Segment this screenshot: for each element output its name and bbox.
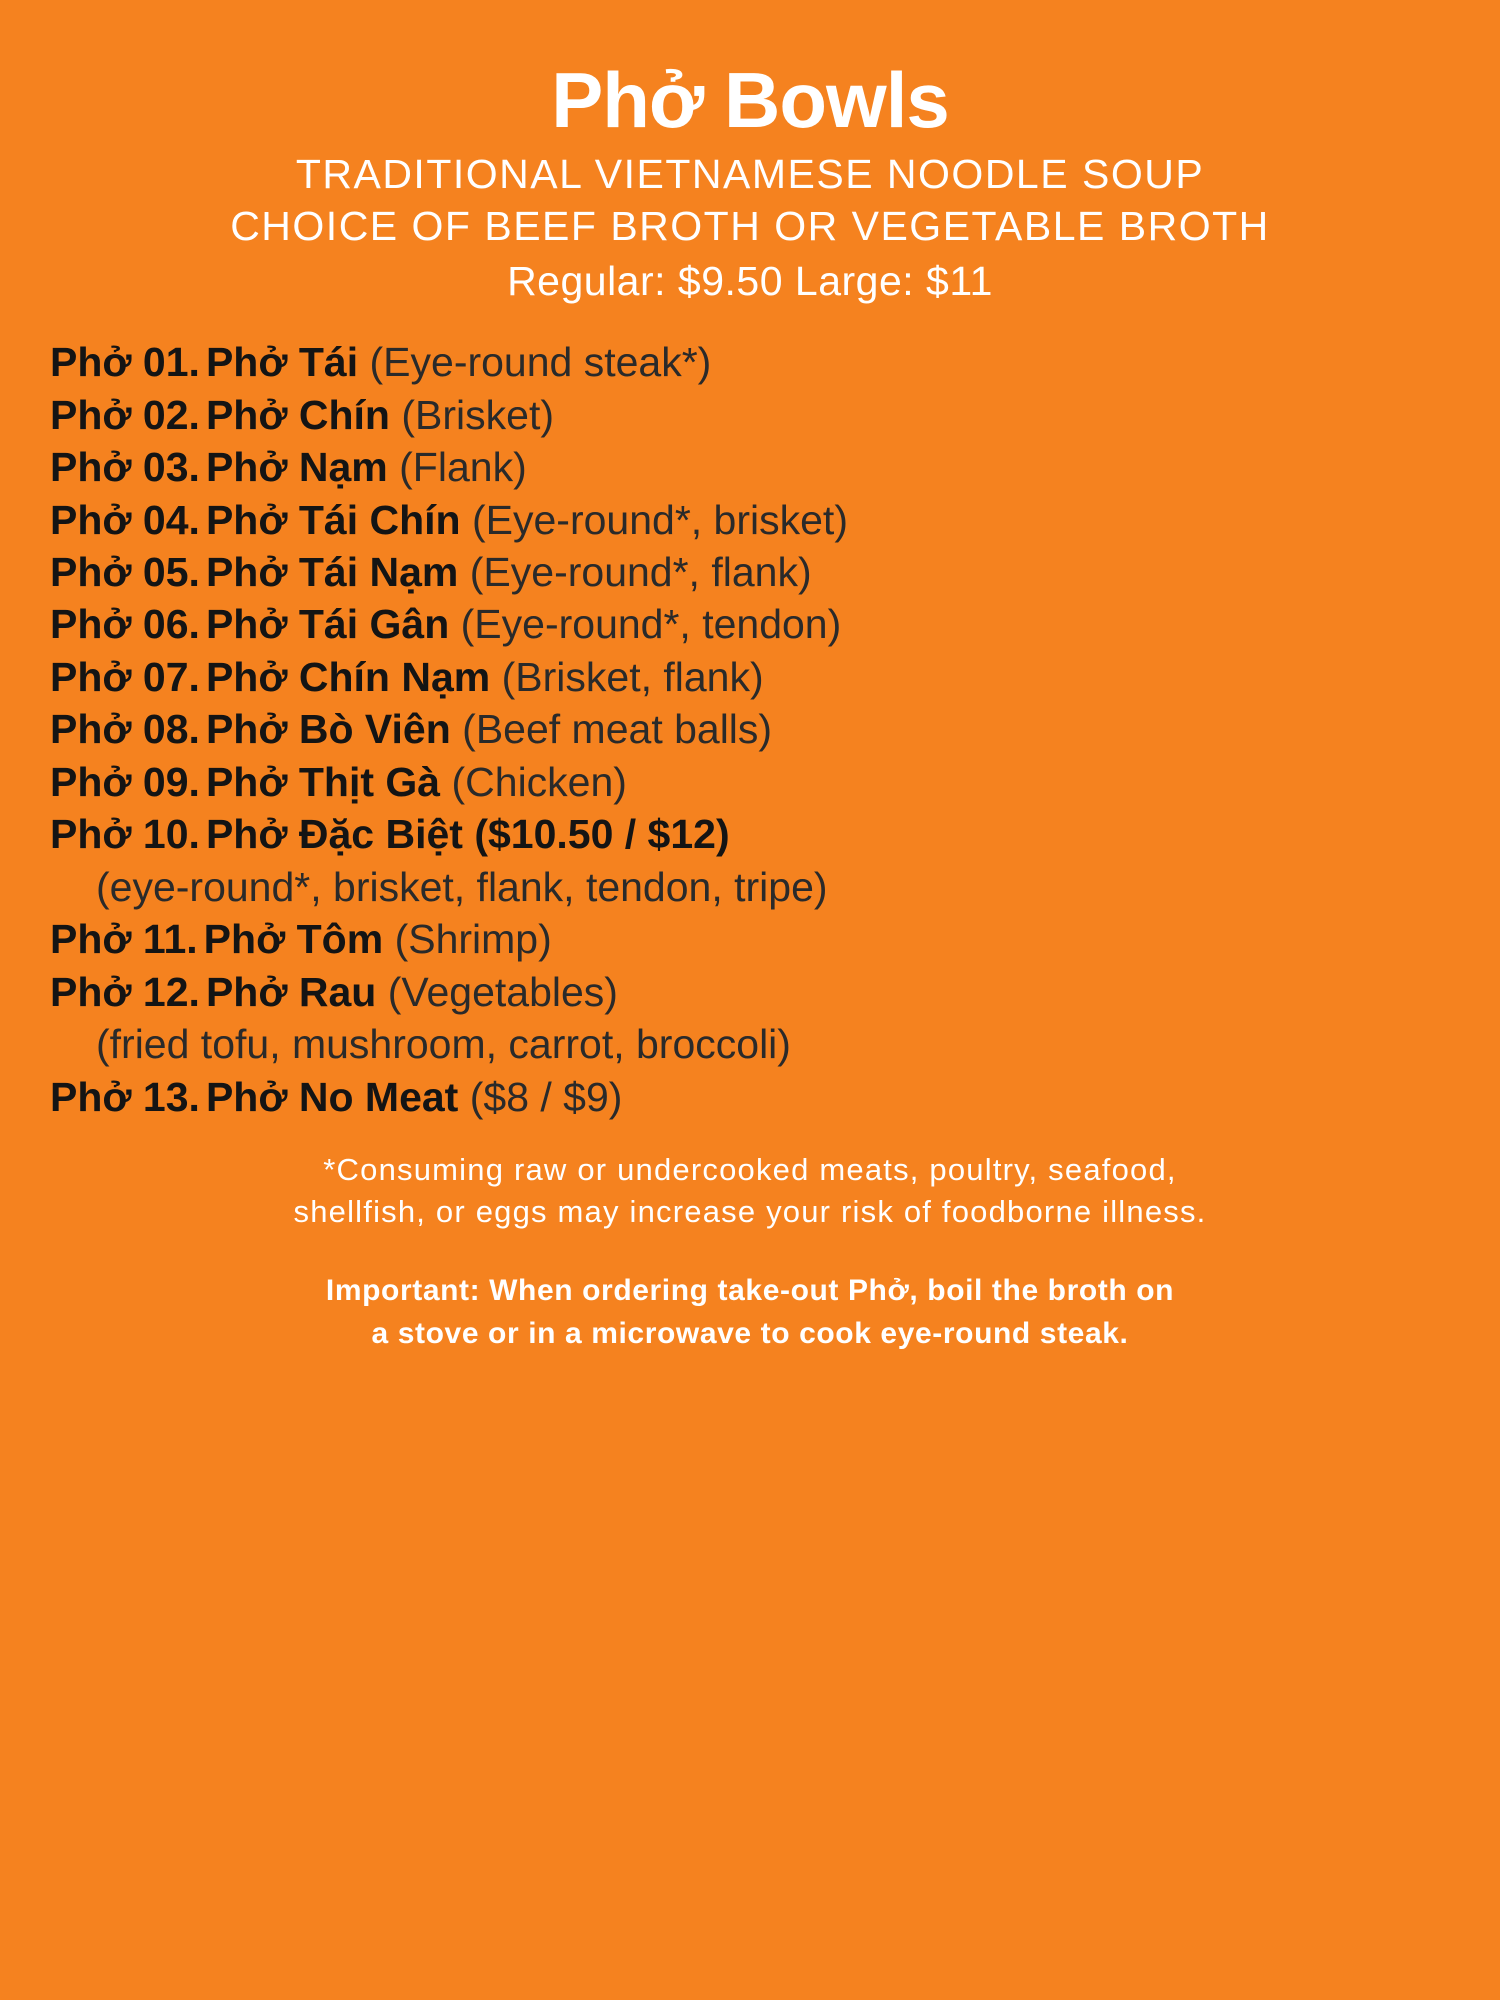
menu-item-code: Phở 12. [50,968,200,1015]
menu-item-desc: (eye-round*, brisket, flank, tendon, tripe) [96,863,828,910]
menu-item-name: Phở Tôm [203,916,384,963]
menu-item-name: Phở Rau [205,968,377,1015]
menu-item-desc: (Flank) [399,444,527,491]
page-title: Phở Bowls [551,56,949,144]
menu-item [50,913,1460,965]
menu-item-desc: ($8 / $9) [469,1073,623,1120]
menu-item-desc: (Eye-round steak*) [369,339,712,386]
menu-item-code: Phở 05. [50,549,200,595]
menu-item [50,1071,1460,1123]
menu-item-desc: (fried tofu, mushroom, carrot, broccoli) [96,1021,791,1068]
menu-item-code: Phở 06. [50,601,200,648]
menu-item-name: Phở Chín Nạm [205,653,491,700]
menu-item-name: Phở No Meat [205,1073,459,1120]
important-line-1: Important: When ordering take-out Phở, boil the broth on [325,1273,1175,1307]
menu-item-desc: (Eye-round*, tendon) [460,601,842,648]
menu-item-desc: (Eye-round*, brisket) [472,496,848,543]
menu-item-continuation [50,861,1460,913]
menu-item-code: Phở 09. [50,758,200,805]
menu-item-code: Phở 13. [50,1073,200,1120]
menu-item-name: Phở Bò Viên [205,706,451,753]
menu-item [50,966,1460,1018]
menu-item [50,756,1460,808]
menu-item-desc: (Brisket, flank) [501,653,764,700]
important-line-2: a stove or in a microwave to cook eye-round steak. [371,1317,1129,1351]
menu-item-desc: (Eye-round*, flank) [469,549,812,595]
menu-item [50,546,1460,598]
menu-header [40,56,1460,308]
menu-item-code: Phở 11. [50,916,198,963]
menu-item-desc: (Brisket) [401,391,554,438]
menu-item [50,389,1460,441]
menu-item-name: Phở Tái [205,339,359,386]
menu-item-code: Phở 03. [50,444,200,491]
important-notice [40,1269,1460,1356]
menu-item-continuation [50,1018,1460,1070]
disclaimer-line-1: *Consuming raw or undercooked meats, poultry, seafood, [323,1152,1177,1188]
menu-item-name: Phở Đặc Biệt ($10.50 / $12) [205,811,730,858]
menu-item-desc: (Chicken) [451,758,627,805]
menu-item-code: Phở 04. [50,496,200,543]
menu-item [50,336,1460,388]
menu-item-list [40,336,1460,1123]
menu-item-name: Phở Chín [205,391,390,438]
menu-item [50,651,1460,703]
menu-item-code: Phở 01. [50,339,200,386]
menu-item [50,441,1460,493]
disclaimer-line-2: shellfish, or eggs may increase your risk of foodborne illness. [293,1194,1207,1229]
menu-item-name: Phở Thịt Gà [205,758,441,805]
menu-item-name: Phở Tái Nạm [205,549,459,595]
menu-item [50,808,1460,860]
menu-item-name: Phở Tái Chín [205,496,461,543]
menu-item [50,494,1460,546]
menu-item-code: Phở 10. [50,811,200,858]
subtitle-line-1: TRADITIONAL VIETNAMESE NOODLE SOUP [295,150,1205,197]
menu-item-desc: (Vegetables) [387,968,618,1015]
subtitle-line-2: CHOICE OF BEEF BROTH OR VEGETABLE BROTH [230,203,1270,250]
menu-item-name: Phở Tái Gân [205,601,450,648]
menu-item [50,598,1460,650]
allergen-disclaimer [40,1149,1460,1233]
menu-item [50,703,1460,755]
menu-item-desc: (Shrimp) [394,916,552,963]
menu-item-code: Phở 02. [50,391,200,438]
menu-item-code: Phở 08. [50,706,200,753]
menu-item-desc: (Beef meat balls) [462,706,773,753]
price-line: Regular: $9.50 Large: $11 [507,257,993,304]
menu-item-name: Phở Nạm [205,444,388,491]
menu-item-code: Phở 07. [50,653,200,700]
